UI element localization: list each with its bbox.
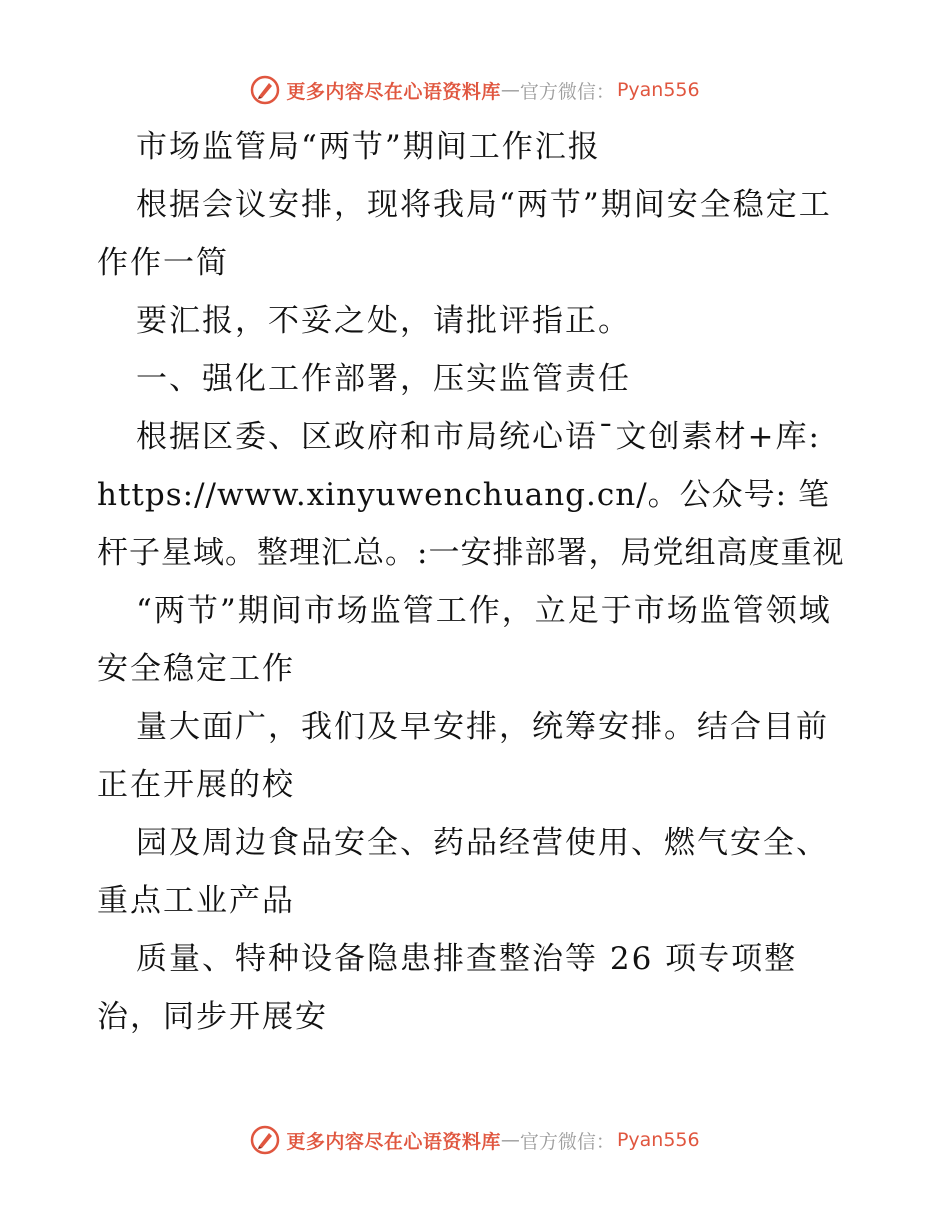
banner-sub-text: 官方微信：: [519, 1130, 615, 1153]
banner-wechat-id: Pyan556: [616, 1129, 700, 1151]
banner-sub-text: 官方微信：: [519, 80, 615, 103]
banner-main-text: 更多内容尽在心语资料库: [286, 80, 501, 103]
paragraph: 园及周边食品安全、药品经营使用、燃气安全、重点工业产品: [97, 825, 829, 919]
section-heading: 一、强化工作部署，压实监管责任: [136, 361, 631, 397]
paragraph: “两节”期间市场监管工作，立足于市场监管领域安全稳定工作: [97, 593, 832, 687]
document-body: [97, 118, 857, 1046]
paragraph: 要汇报，不妥之处，请批评指正。: [136, 303, 631, 339]
paragraph: 根据区委、区政府和市局统心语¯文创素材+库:: [136, 419, 821, 455]
paragraph: 根据会议安排，现将我局“两节”期间安全稳定工作作一简: [97, 187, 832, 281]
pen-logo-icon: [250, 1125, 280, 1155]
banner-wechat-id: Pyan556: [616, 79, 700, 101]
paragraph: 质量、特种设备隐患排查整治等 26 项专项整治，同步开展安: [97, 941, 798, 1035]
banner-main-text: 更多内容尽在心语资料库: [286, 1130, 501, 1153]
banner-separator: —: [500, 1129, 520, 1151]
paragraph-url: https://www.xinyuwenchuang.cn/。公众号: 笔杆子星域。整理汇总。:一安排部署，局党组高度重视: [97, 477, 845, 571]
paragraph: 量大面广，我们及早安排，统筹安排。结合目前正在开展的校: [97, 709, 829, 803]
header-watermark-banner: [0, 70, 950, 110]
pen-logo-icon: [250, 75, 280, 105]
document-title: 市场监管局“两节”期间工作汇报: [136, 129, 601, 165]
banner-separator: —: [500, 79, 520, 101]
footer-watermark-banner: [0, 1120, 950, 1160]
